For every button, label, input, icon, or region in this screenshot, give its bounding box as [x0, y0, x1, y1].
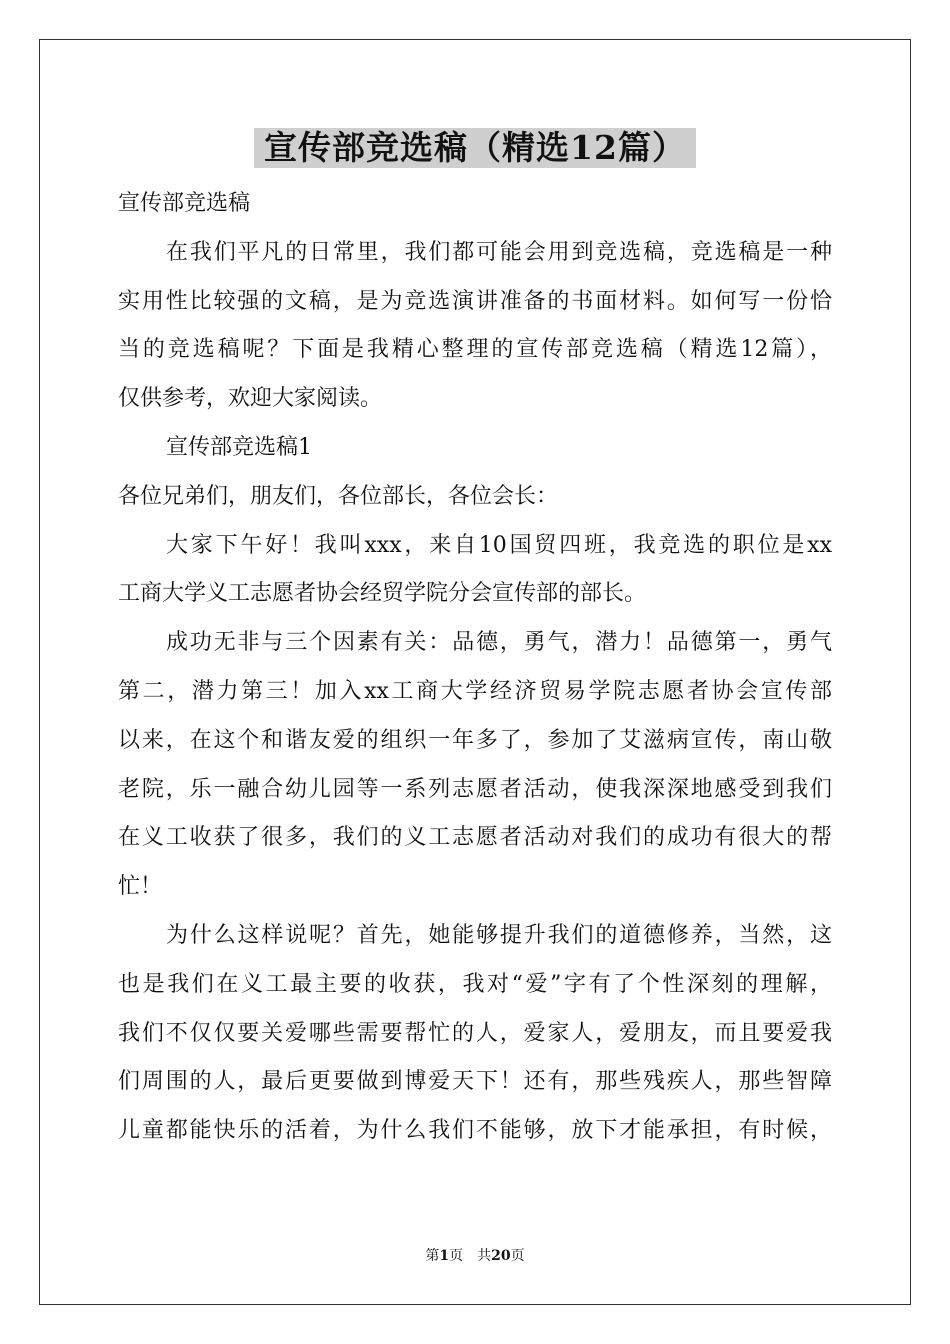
text-line: 们周围的人，最后更要做到博爱天下！还有，那些残疾人，那些智障 — [118, 1069, 832, 1095]
text-line: 当的竞选稿呢？下面是我精心整理的宣传部竞选稿（精选12篇）， — [118, 337, 832, 363]
text-line: 成功无非与三个因素有关：品德，勇气，潜力！品德第一，勇气 — [166, 630, 832, 656]
text-line: 忙！ — [118, 874, 163, 900]
document-body — [118, 180, 832, 1156]
page-footer — [0, 1246, 950, 1266]
text-line: 仅供参考，欢迎大家阅读。 — [118, 386, 383, 412]
text-line: 大家下午好！我叫xxx，来自10国贸四班，我竞选的职位是xx — [166, 532, 832, 558]
footer-mid: 页 共 — [449, 1248, 492, 1264]
document-title: 宣传部竞选稿（精选12篇） — [254, 128, 696, 168]
text-line: 宣传部竞选稿1 — [166, 434, 312, 460]
text-line: 为什么这样说呢？首先，她能够提升我们的道德修养，当然，这 — [166, 922, 832, 948]
footer-total-pages: 20 — [491, 1248, 511, 1264]
text-line: 老院，乐一融合幼儿园等一系列志愿者活动，使我深深地感受到我们 — [118, 776, 832, 802]
text-line: 宣传部竞选稿 — [118, 191, 251, 216]
text-line: 第二，潜力第三！加入xx工商大学经济贸易学院志愿者协会宣传部 — [118, 678, 832, 704]
text-line: 工商大学义工志愿者协会经贸学院分会宣传部的部长。 — [118, 581, 647, 607]
text-line: 以来，在这个和谐友爱的组织一年多了，参加了艾滋病宣传，南山敬 — [118, 727, 832, 753]
text-line: 我们不仅仅要关爱哪些需要帮忙的人，爱家人，爱朋友，而且要爱我 — [118, 1020, 832, 1046]
text-line: 在义工收获了很多，我们的义工志愿者活动对我们的成功有很大的帮 — [118, 825, 832, 851]
text-line: 也是我们在义工最主要的收获，我对“爱”字有了个性深刻的理解， — [118, 971, 832, 997]
text-line: 在我们平凡的日常里，我们都可能会用到竞选稿，竞选稿是一种 — [166, 239, 832, 265]
footer-suffix: 页 — [510, 1248, 525, 1264]
text-line: 实用性比较强的文稿，是为竞选演讲准备的书面材料。如何写一份恰 — [118, 288, 832, 314]
text-line: 儿童都能快乐的活着，为什么我们不能够，放下才能承担，有时候， — [118, 1118, 832, 1144]
footer-page-number: 1 — [439, 1248, 450, 1264]
text-line: 各位兄弟们，朋友们，各位部长，各位会长： — [118, 483, 559, 509]
title-container — [0, 128, 950, 168]
footer-prefix: 第 — [425, 1248, 440, 1264]
